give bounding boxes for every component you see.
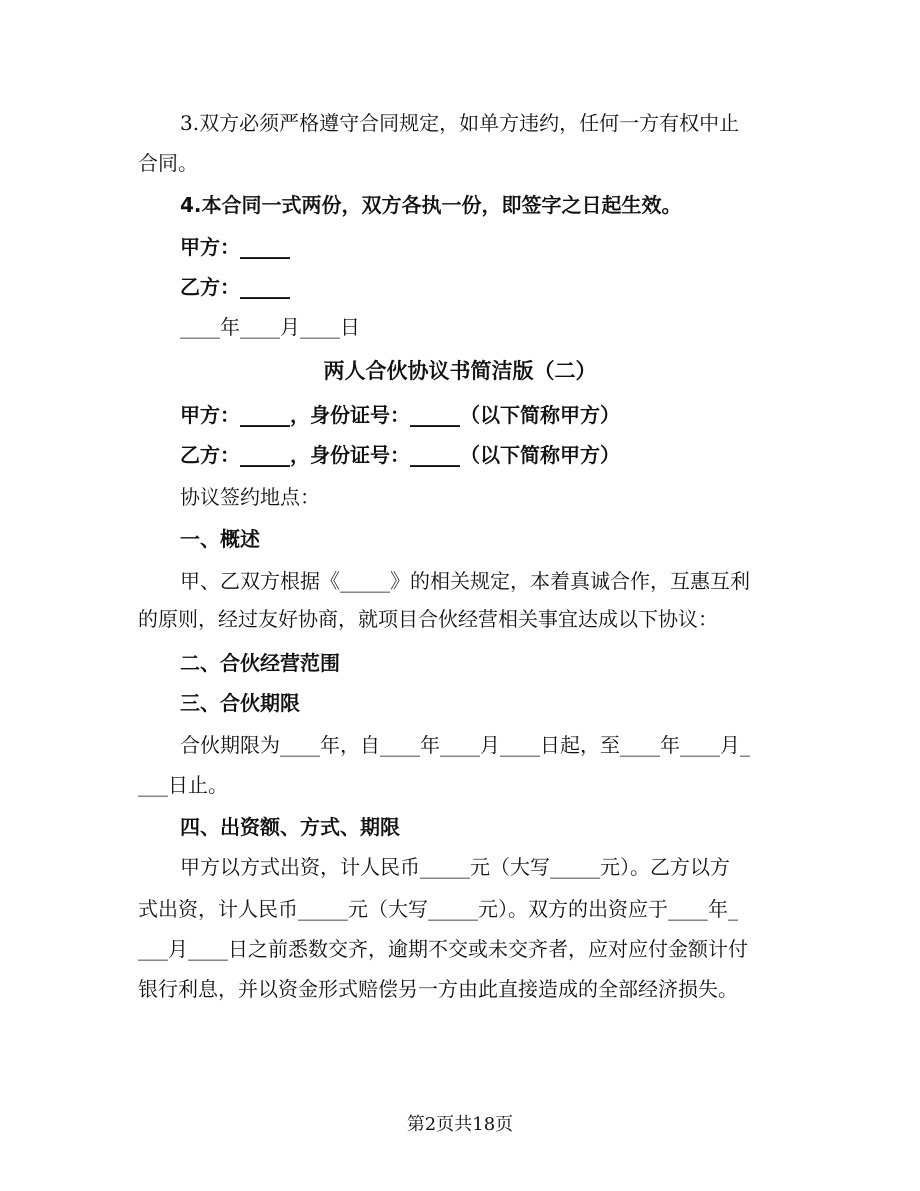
clause-3-line-2: 合同。 bbox=[138, 151, 198, 175]
capital-line-2: 式出资，计人民币_____元（大写_____元）。双方的出资应于____年_ bbox=[138, 897, 738, 921]
clause-4: 4.本合同一式两份，双方各执一份，即签字之日起生效。 bbox=[180, 193, 682, 217]
page-number: 第2页共18页 bbox=[406, 1114, 514, 1135]
signature-date: ____年____月____日 bbox=[180, 315, 360, 339]
clause-3-line-1: 3.双方必须严格遵守合同规定，如单方违约，任何一方有权中止 bbox=[180, 111, 740, 135]
capital-line-1: 甲方以方式出资，计人民币_____元（大写_____元）。乙方以方 bbox=[180, 855, 730, 879]
heading-capital: 四、出资额、方式、期限 bbox=[180, 815, 400, 839]
signature-party-a: 甲方：_____ bbox=[180, 235, 290, 259]
signature-party-b: 乙方：_____ bbox=[180, 275, 290, 299]
party-b-info: 乙方：_____，身份证号：_____（以下简称甲方） bbox=[180, 443, 620, 467]
party-a-info: 甲方：_____，身份证号：_____（以下简称甲方） bbox=[180, 403, 620, 427]
heading-overview: 一、概述 bbox=[180, 527, 260, 551]
heading-business-scope: 二、合伙经营范围 bbox=[180, 651, 340, 675]
section-title: 两人合伙协议书简洁版（二） bbox=[323, 359, 597, 383]
capital-line-4: 银行利息，并以资金形式赔偿另一方由此直接造成的全部经济损失。 bbox=[138, 977, 738, 1001]
overview-line-2: 的原则，经过友好协商，就项目合伙经营相关事宜达成以下协议： bbox=[138, 607, 718, 631]
signing-place: 协议签约地点： bbox=[180, 485, 320, 509]
term-line-2: ___日止。 bbox=[138, 773, 228, 797]
capital-line-3: ___月____日之前悉数交齐，逾期不交或未交齐者，应对应付金额计付 bbox=[138, 937, 748, 961]
term-line-1: 合伙期限为____年，自____年____月____日起，至____年____月_ bbox=[180, 733, 750, 757]
overview-line-1: 甲、乙双方根据《_____》的相关规定，本着真诚合作，互惠互利 bbox=[180, 569, 750, 593]
heading-term: 三、合伙期限 bbox=[180, 691, 300, 715]
